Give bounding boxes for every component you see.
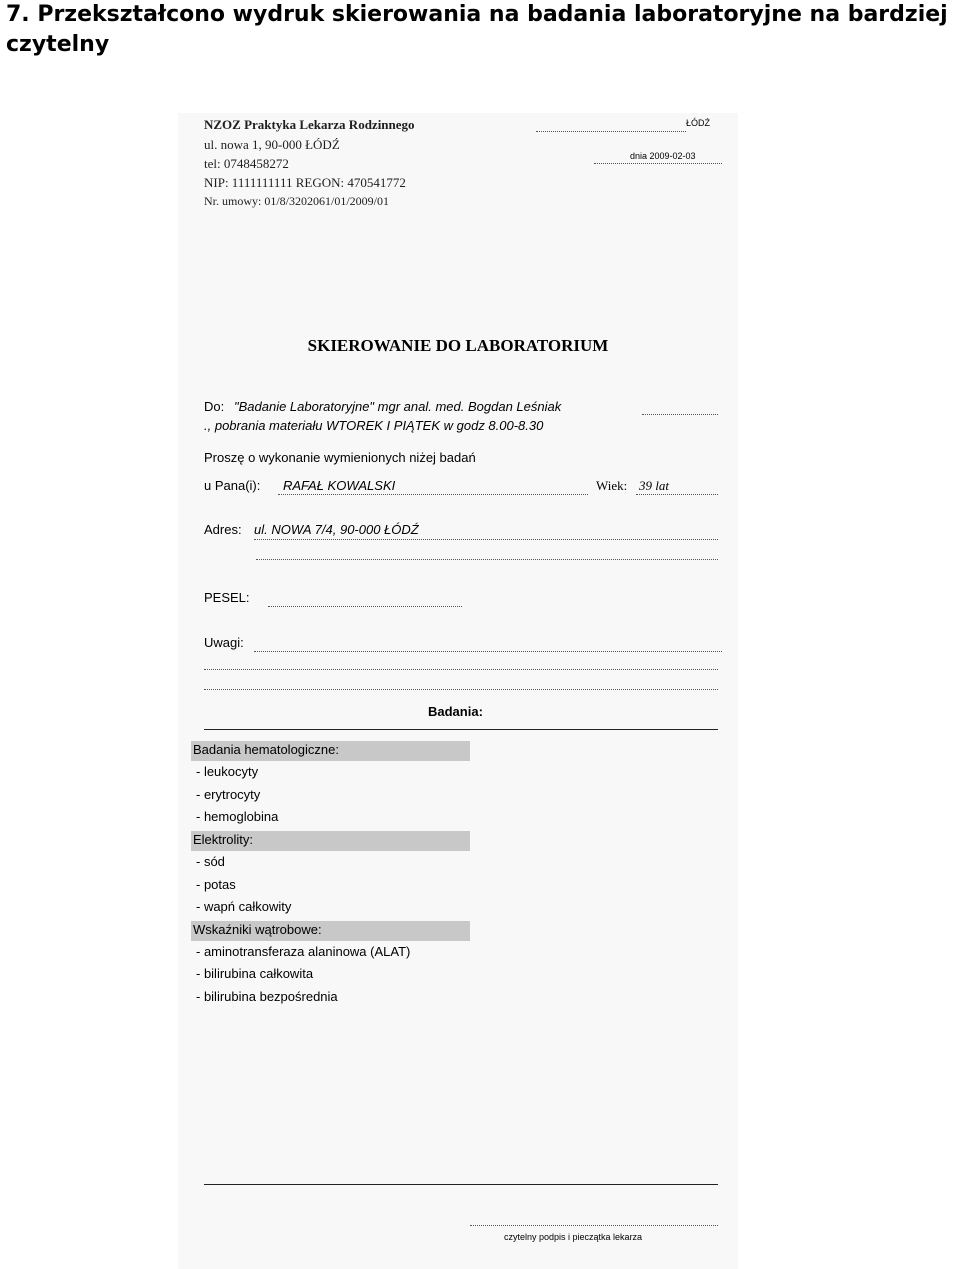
- test-item: - bilirubina bezpośrednia: [196, 989, 338, 1004]
- age-label: Wiek:: [596, 478, 628, 493]
- test-item: - bilirubina całkowita: [196, 966, 314, 981]
- group-header: [191, 921, 470, 941]
- tests-divider: [204, 729, 718, 730]
- bottom-divider: [204, 1184, 718, 1185]
- signature-caption: czytelny podpis i pieczątka lekarza: [504, 1232, 643, 1242]
- notes-line-1: [254, 651, 722, 652]
- date: dnia 2009-02-03: [630, 151, 696, 161]
- age-line: [636, 494, 718, 495]
- request-text: Proszę o wykonanie wymienionych niżej badań: [204, 450, 476, 465]
- to-line-2: ., pobrania materiału WTOREK I PIĄTEK w godz 8.00-8.30: [204, 418, 544, 433]
- address-line-2: [256, 559, 718, 560]
- patient-name-line: [278, 494, 588, 495]
- address-line-1: [254, 539, 718, 540]
- group-title: Wskaźniki wątrobowe:: [193, 922, 322, 937]
- pesel-line: [268, 606, 462, 607]
- notes-label: Uwagi:: [204, 635, 244, 650]
- test-item: - wapń całkowity: [196, 899, 292, 914]
- clinic-phone: tel: 0748458272: [204, 156, 289, 171]
- test-item: - sód: [196, 854, 225, 869]
- test-item: - leukocyty: [196, 764, 259, 779]
- test-item: - erytrocyty: [196, 787, 261, 802]
- group-header: [191, 741, 470, 761]
- group-title: Elektrolity:: [193, 832, 253, 847]
- test-item: - aminotransferaza alaninowa (ALAT): [196, 944, 411, 959]
- group-header: [191, 831, 470, 851]
- to-line-1: "Badanie Laboratoryjne" mgr anal. med. Bogdan Leśniak: [234, 399, 562, 414]
- patient-label: u Pana(i):: [204, 478, 261, 493]
- age-value: 39 lat: [639, 478, 669, 493]
- document-title: SKIEROWANIE DO LABORATORIUM: [307, 336, 609, 355]
- pesel-label: PESEL:: [204, 590, 250, 605]
- to-dots: [642, 414, 718, 415]
- clinic-contract: Nr. umowy: 01/8/3202061/01/2009/01: [204, 194, 390, 208]
- place-line: [536, 131, 686, 132]
- address-label: Adres:: [204, 522, 242, 537]
- to-label: Do:: [204, 399, 225, 414]
- clinic-ids: NIP: 1111111111 REGON: 470541772: [204, 175, 406, 190]
- referral-document: [178, 113, 738, 1269]
- notes-line-3: [204, 689, 718, 690]
- test-item: - hemoglobina: [196, 809, 279, 824]
- place: ŁÓDŹ: [686, 118, 711, 128]
- page-heading: 7. Przekształcono wydruk skierowania na badania laboratoryjne na bardziej czytelny: [6, 2, 948, 57]
- test-item: - potas: [196, 877, 236, 892]
- date-line: [594, 163, 722, 164]
- clinic-address: ul. nowa 1, 90-000 ŁÓDŹ: [204, 137, 340, 152]
- clinic-name: NZOZ Praktyka Lekarza Rodzinnego: [204, 117, 415, 132]
- group-title: Badania hematologiczne:: [193, 742, 339, 757]
- signature-line: [470, 1225, 718, 1226]
- address-value: ul. NOWA 7/4, 90-000 ŁÓDŹ: [254, 522, 419, 537]
- patient-name: RAFAŁ KOWALSKI: [283, 478, 396, 493]
- tests-label: Badania:: [428, 704, 483, 719]
- notes-line-2: [204, 669, 718, 670]
